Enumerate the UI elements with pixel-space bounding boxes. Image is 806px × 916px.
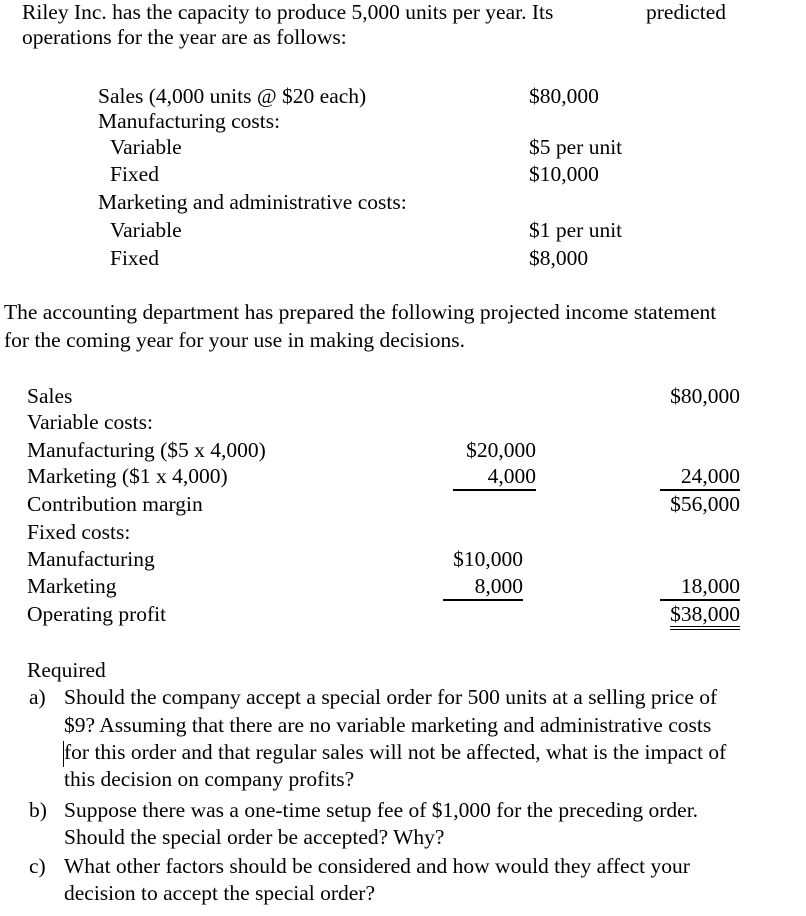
intro-line1: Riley Inc. has the capacity to produce 5,000 units per year. Its bbox=[22, 0, 554, 24]
transition-line1: The accounting department has prepared the following projected income statement bbox=[4, 300, 717, 324]
ops-ma-fixed-label: Fixed bbox=[110, 246, 159, 270]
transition-line2: for the coming year for your use in making decisions. bbox=[4, 328, 465, 352]
ops-sales-label: Sales (4,000 units @ $20 each) bbox=[98, 84, 367, 108]
is-fix-total: 18,000 bbox=[660, 576, 740, 601]
is-fixed-heading: Fixed costs: bbox=[27, 520, 131, 544]
is-sales-total: $80,000 bbox=[670, 384, 740, 408]
ops-mfg-variable-value: $5 per unit bbox=[529, 135, 623, 159]
ops-ma-variable-value: $1 per unit bbox=[529, 218, 623, 242]
ops-ma-heading: Marketing and administrative costs: bbox=[98, 190, 407, 214]
intro-line1-end: predicted bbox=[646, 0, 726, 24]
is-var-mfg-amount: $20,000 bbox=[466, 438, 536, 462]
ops-ma-variable-label: Variable bbox=[110, 218, 182, 242]
req-a-line1: Should the company accept a special order for 500 units at a selling price of bbox=[64, 685, 718, 709]
is-fix-mkt-amount: 8,000 bbox=[443, 576, 523, 601]
req-b-marker: b) bbox=[29, 798, 47, 822]
req-a-line2: $9? Assuming that there are no variable marketing and administrative costs bbox=[64, 713, 712, 737]
is-var-total: 24,000 bbox=[660, 466, 740, 491]
is-fix-mfg-amount: $10,000 bbox=[453, 547, 523, 571]
ops-mfg-variable-label: Variable bbox=[110, 135, 182, 159]
is-sales-label: Sales bbox=[27, 384, 73, 408]
is-fix-mkt-label: Marketing bbox=[27, 574, 117, 598]
is-cm-label: Contribution margin bbox=[27, 492, 203, 516]
intro-line2: operations for the year are as follows: bbox=[22, 25, 347, 49]
is-cm-total: $56,000 bbox=[670, 492, 740, 516]
is-var-mfg-label: Manufacturing ($5 x 4,000) bbox=[27, 438, 266, 462]
req-a-line4: this decision on company profits? bbox=[64, 767, 355, 791]
required-heading: Required bbox=[27, 658, 106, 682]
is-op-label: Operating profit bbox=[27, 602, 167, 626]
ops-sales-value: $80,000 bbox=[529, 84, 599, 108]
req-a-line3: for this order and that regular sales will not be affected, what is the impact of bbox=[64, 740, 727, 764]
is-var-mkt-label: Marketing ($1 x 4,000) bbox=[27, 464, 228, 488]
is-variable-heading: Variable costs: bbox=[27, 410, 153, 434]
is-op-total: $38,000 bbox=[670, 604, 740, 630]
ops-ma-fixed-value: $8,000 bbox=[529, 246, 589, 270]
ops-mfg-fixed-value: $10,000 bbox=[529, 162, 599, 186]
req-c-line2: decision to accept the special order? bbox=[64, 881, 376, 905]
req-c-marker: c) bbox=[29, 854, 46, 878]
req-b-line1: Suppose there was a one-time setup fee of $1,000 for the preceding order. bbox=[64, 798, 699, 822]
is-fix-mfg-label: Manufacturing bbox=[27, 547, 155, 571]
ops-mfg-heading: Manufacturing costs: bbox=[98, 109, 281, 133]
req-b-line2: Should the special order be accepted? Why? bbox=[64, 825, 445, 849]
is-var-mkt-amount: 4,000 bbox=[453, 466, 536, 491]
req-c-line1: What other factors should be considered and how would they affect your bbox=[64, 854, 690, 878]
ops-mfg-fixed-label: Fixed bbox=[110, 162, 159, 186]
req-a-marker: a) bbox=[29, 685, 46, 709]
